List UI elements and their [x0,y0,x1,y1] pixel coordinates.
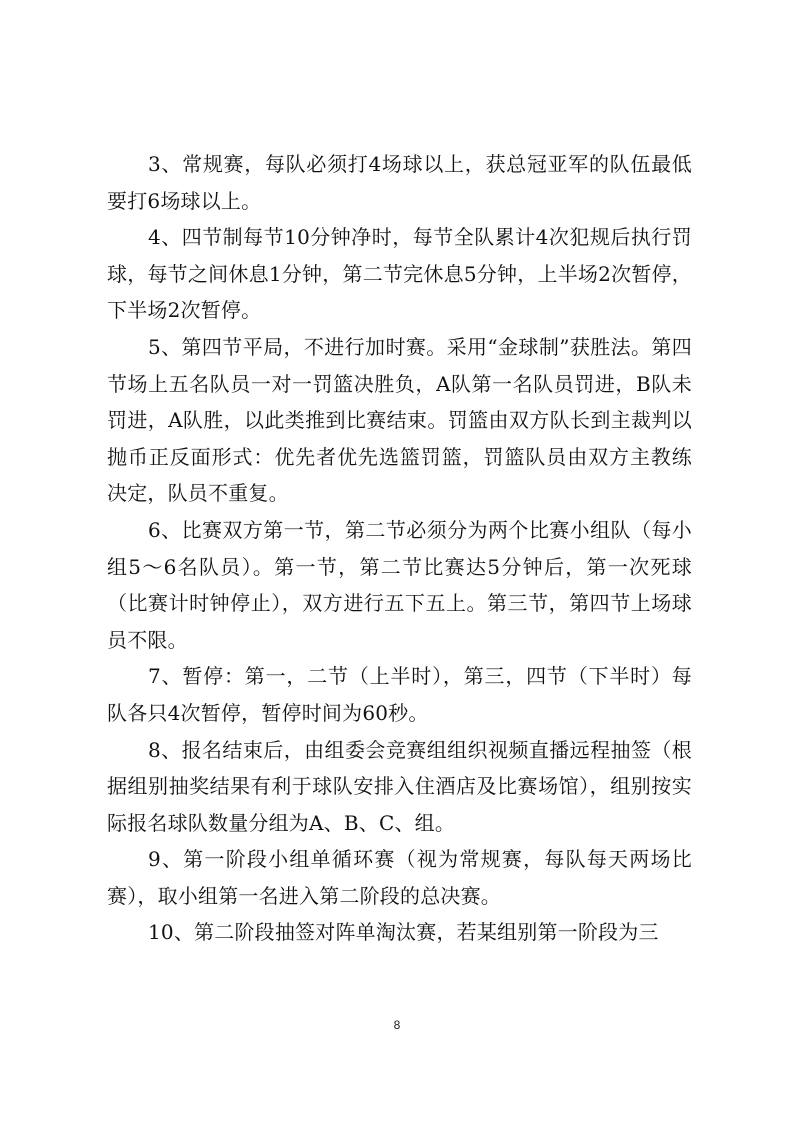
paragraph-rule-9: 9、第一阶段小组单循环赛（视为常规赛，每队每天两场比赛），取小组第一名进入第二阶段的总决赛。 [107,847,692,908]
paragraph-rule-3: 3、常规赛，每队必须打4场球以上，获总冠亚军的队伍最低要打6场球以上。 [107,152,692,213]
page-number: 8 [393,1018,401,1032]
paragraph-rule-6: 6、比赛双方第一节，第二节必须分为两个比赛小组队（每小组5～6名队员）。第一节，第二节比赛达5分钟后，第一次死球（比赛计时钟停止），双方进行五下五上。第三节，第四节上场球员不限。 [107,517,692,652]
paragraph-rule-7: 7、暂停：第一，二节（上半时），第三，四节（下半时）每队各只4次暂停，暂停时间为60秒。 [107,664,692,725]
paragraph-rule-8: 8、报名结束后，由组委会竞赛组组织视频直播远程抽签（根据组别抽奖结果有利于球队安排入住酒店及比赛场馆），组别按实际报名球队数量分组为A、B、C、组。 [107,737,692,835]
body-text [107,146,692,951]
paragraph-rule-5: 5、第四节平局，不进行加时赛。采用“金球制”获胜法。第四节场上五名队员一对一罚篮决胜负，A队第一名队员罚进，B队未罚进，A队胜，以此类推到比赛结束。罚篮由双方队长到主裁判以抛币正反面形式：优先者优先选篮罚篮，罚篮队员由双方主教练决定，队员不重复。 [107,334,692,506]
paragraph-rule-4: 4、四节制每节10分钟净时，每节全队累计4次犯规后执行罚球，每节之间休息1分钟，第二节完休息5分钟，上半场2次暂停，下半场2次暂停。 [107,225,692,323]
paragraph-rule-10: 10、第二阶段抽签对阵单淘汰赛，若某组别第一阶段为三 [148,920,659,945]
